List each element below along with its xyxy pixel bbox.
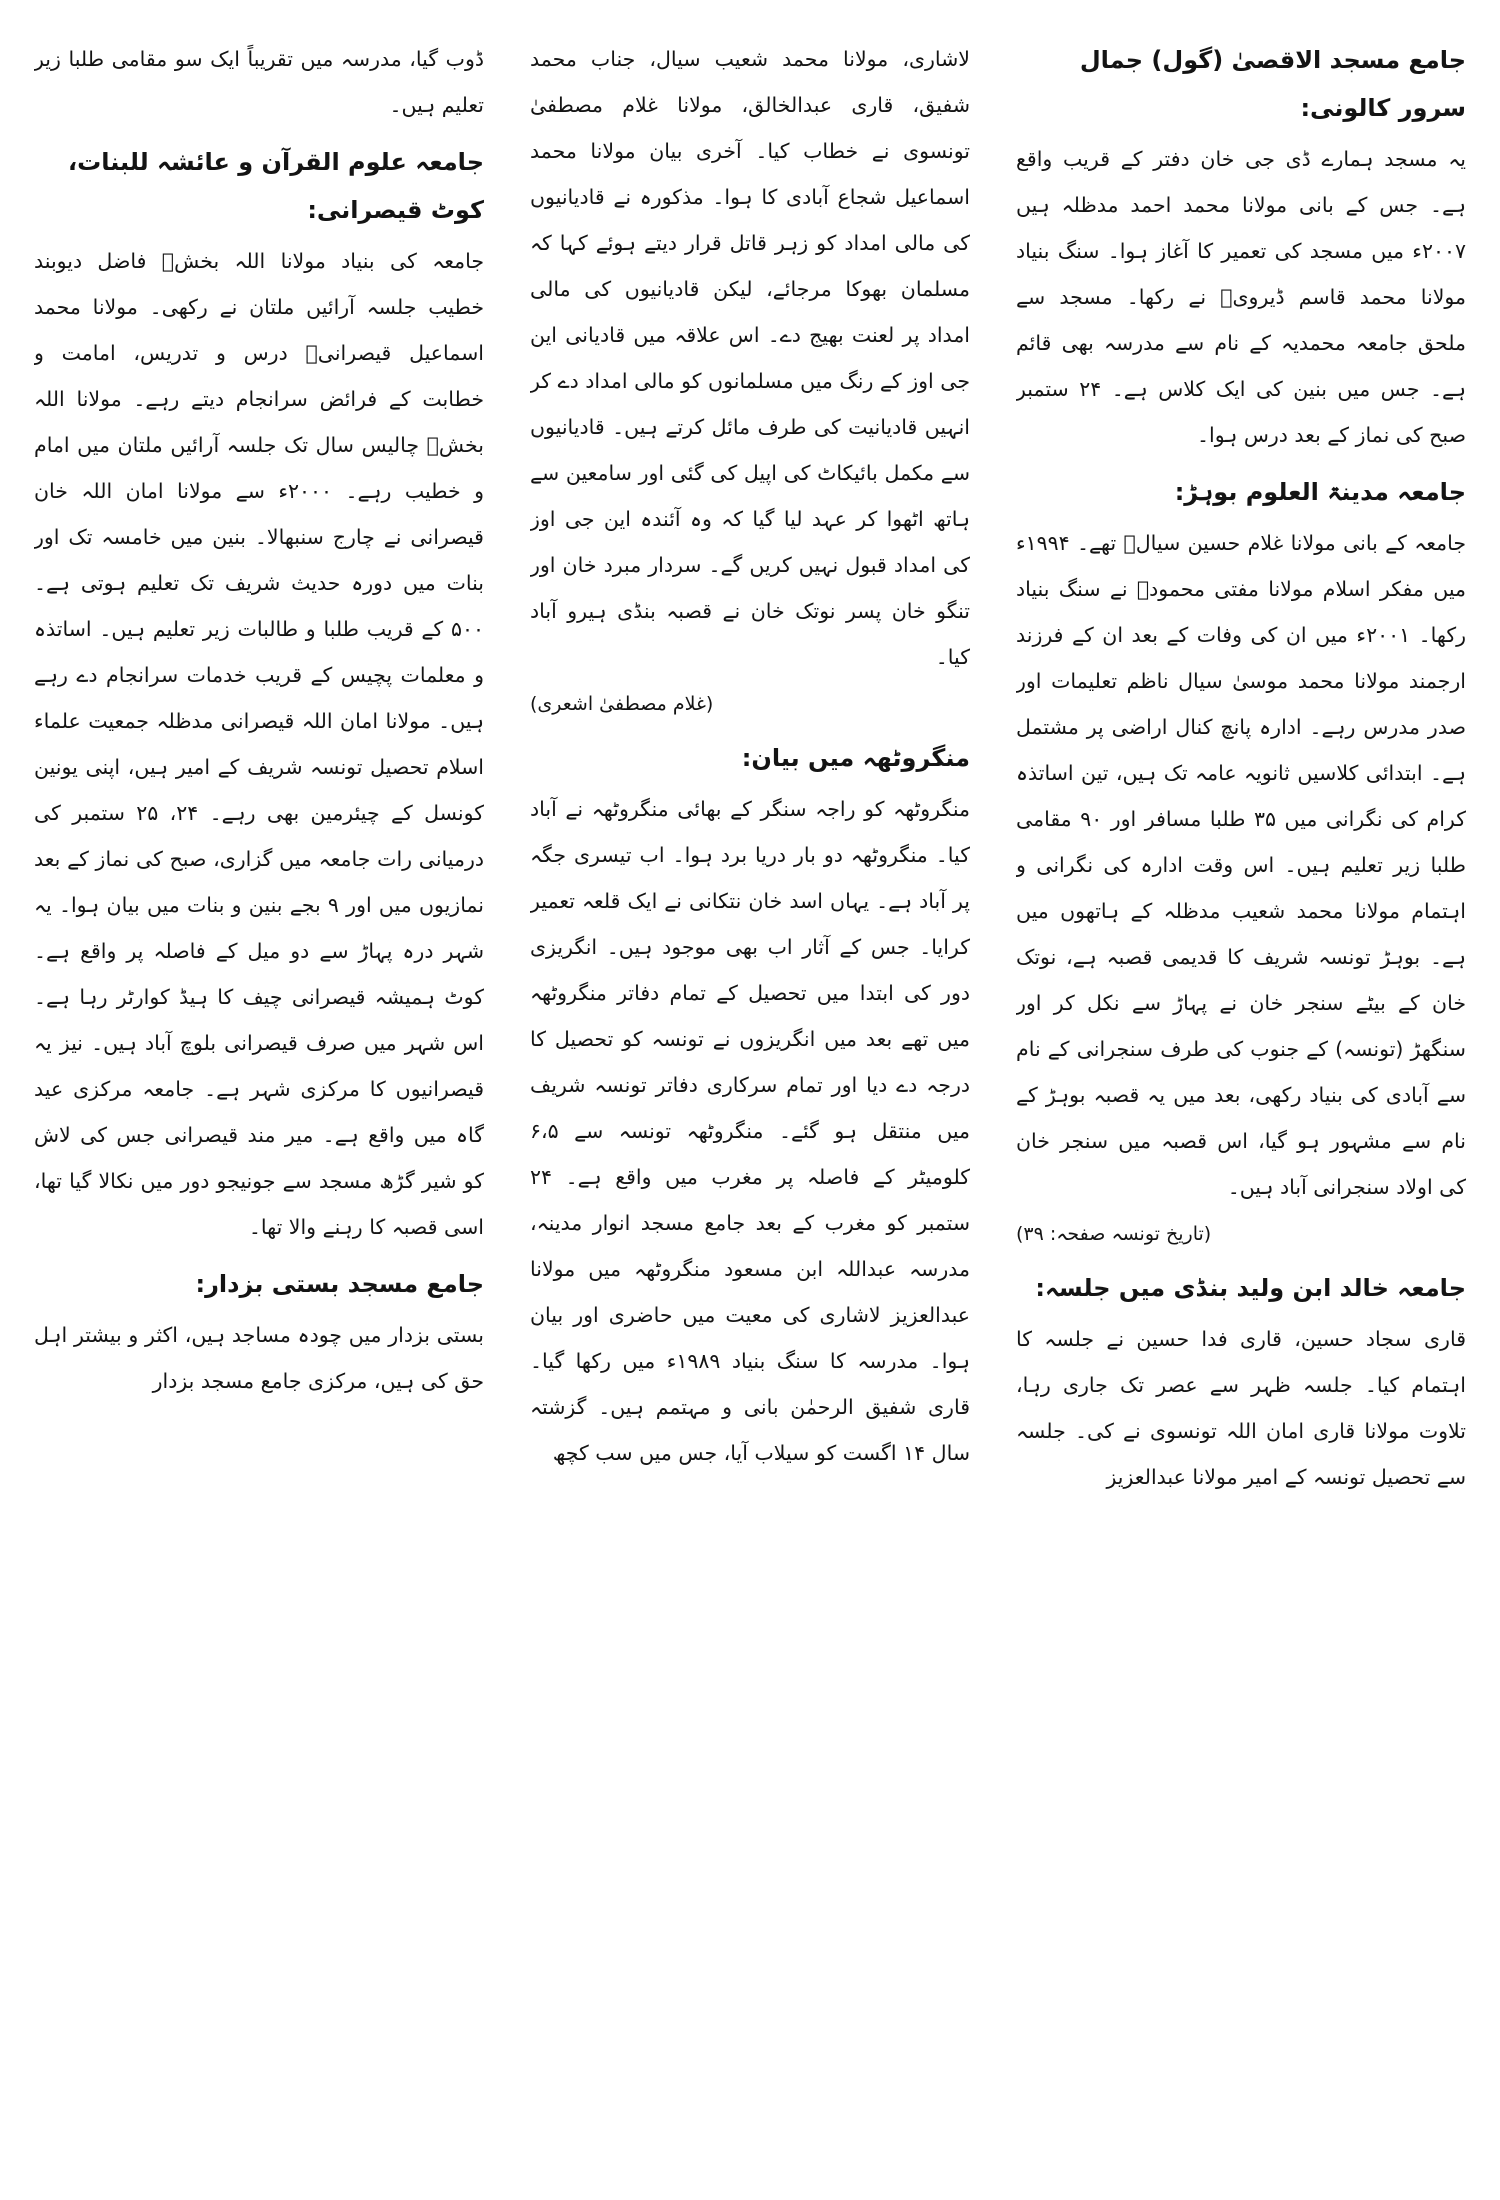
section-paragraph: جامعہ کی بنیاد مولانا اللہ بخشؒ فاضل دیوبند خطیب جلسہ آرائیں ملتان نے رکھی۔ مولانا محمد اسماعیل قیصرانیؒ درس و تدریس، امامت و خطابت کے فرائض سرانجام دیتے رہے۔ مولانا اللہ بخشؒ چالیس سال تک جلسہ آرائیں ملتان میں امام و خطیب رہے۔ ۲۰۰۰ء سے مولانا امان اللہ خان قیصرانی نے چارج سنبھالا۔ بنین میں خامسہ تک اور بنات میں دورہ حدیث شریف تک تعلیم ہوتی ہے۔ ۵۰۰ کے قریب طلبا و طالبات زیر تعلیم ہیں۔ اساتذہ و معلمات پچیس کے قریب خدمات سرانجام دے رہے ہیں۔ مولانا امان اللہ قیصرانی مدظلہ جمعیت علماء اسلام تحصیل تونسہ شریف کے امیر ہیں، اپنی یونین کونسل کے چیئرمین بھی رہے۔ ۲۴، ۲۵ ستمبر کی درمیانی رات جامعہ میں گزاری، صبح کی نماز کے بعد نمازیوں میں اور ۹ بجے بنین و بنات میں بیان ہوا۔ یہ شہر درہ پہاڑ سے دو میل کے فاصلہ پر واقع ہے۔ کوٹ ہمیشہ قیصرانی چیف کا ہیڈ کوارٹر رہا ہے۔ اس شہر میں صرف قیصرانی بلوچ آباد ہیں۔ نیز یہ قیصرانیوں کا مرکزی شہر ہے۔ جامعہ مرکزی عید گاہ میں واقع ہے۔ میر مند قیصرانی جس کی لاش کو شیر گڑھ مسجد سے جونیجو دور میں نکالا گیا تھا، اسی قصبہ کا رہنے والا تھا۔ bbox=[34, 249, 484, 1239]
citation: (غلام مصطفیٰ اشعری) bbox=[530, 693, 714, 715]
section-heading: منگروٹھہ میں بیان: bbox=[741, 744, 970, 772]
section-masjid-al-aqsa bbox=[1016, 36, 1466, 458]
citation: (تاریخ تونسہ صفحہ: ۳۹) bbox=[1016, 1223, 1212, 1245]
section-paragraph: منگروٹھہ کو راجہ سنگر کے بھائی منگروٹھہ نے آباد کیا۔ منگروٹھہ دو بار دریا برد ہوا۔ اب تیسری جگہ پر آباد ہے۔ یہاں اسد خان نتکانی نے ایک قلعہ تعمیر کرایا۔ جس کے آثار اب بھی موجود ہیں۔ انگریزی دور کی ابتدا میں تحصیل کے تمام دفاتر منگروٹھہ میں تھے بعد میں انگریزوں نے تونسہ کو تحصیل کا درجہ دے دیا اور تمام سرکاری دفاتر تونسہ شریف میں منتقل ہو گئے۔ منگروٹھہ تونسہ سے ۶،۵ کلومیٹر کے فاصلہ پر مغرب میں واقع ہے۔ ۲۴ ستمبر کو مغرب کے بعد جامع مسجد انوار مدینہ، مدرسہ عبداللہ ابن مسعود منگروٹھہ میں مولانا عبدالعزیز لاشاری کی معیت میں حاضری اور بیان ہوا۔ مدرسہ کا سنگ بنیاد ۱۹۸۹ء میں رکھا گیا۔ قاری شفیق الرحمٰن بانی و مہتمم ہیں۔ گزشتہ سال ۱۴ اگست کو سیلاب آیا، جس میں سب کچھ bbox=[530, 797, 970, 1465]
section-heading: جامعہ علوم القرآن و عائشہ للبنات، کوٹ قیصرانی: bbox=[67, 148, 484, 224]
column-right bbox=[1016, 36, 1466, 2186]
section-heading: جامع مسجد الاقصیٰ (گول) جمال سرور کالونی: bbox=[1079, 46, 1466, 122]
section-paragraph: جامعہ کے بانی مولانا غلام حسین سیالؒ تھے۔ ۱۹۹۴ء میں مفکر اسلام مولانا مفتی محمودؒ نے سنگ بنیاد رکھا۔ ۲۰۰۱ء میں ان کی وفات کے بعد ان کے فرزند ارجمند مولانا محمد موسیٰ سیال ناظم تعلیمات اور صدر مدرس رہے۔ ادارہ پانچ کنال اراضی پر مشتمل ہے۔ ابتدائی کلاسیں ثانویہ عامہ تک ہیں، تین اساتذہ کرام کی نگرانی میں ۳۵ طلبا مسافر اور ۹۰ مقامی طلبا زیر تعلیم ہیں۔ اس وقت ادارہ کی نگرانی و اہتمام مولانا محمد شعیب مدظلہ کے ہاتھوں میں ہے۔ بوہڑ تونسہ شریف کا قدیمی قصبہ ہے، نوتک خان کے بیٹے سنجر خان نے پہاڑ سے نکل کر اور سنگھڑ (تونسہ) کے جنوب کی طرف سنجرانی کے نام سے آبادی کی بنیاد رکھی، بعد میں یہ قصبہ بوہڑ کے نام سے مشہور ہو گیا، اس قصبہ میں سنجر خان کی اولاد سنجرانی آباد ہیں۔ bbox=[1016, 531, 1466, 1199]
section-paragraph: بستی بزدار میں چودہ مساجد ہیں، اکثر و بیشتر اہل حق کی ہیں، مرکزی جامع مسجد بزدار bbox=[34, 1323, 484, 1393]
section-paragraph: یہ مسجد ہمارے ڈی جی خان دفتر کے قریب واقع ہے۔ جس کے بانی مولانا محمد احمد مدظلہ ہیں ۲۰۰۷ء میں مسجد کی تعمیر کا آغاز ہوا۔ سنگ بنیاد مولانا محمد قاسم ڈیرویؒ نے رکھا۔ مسجد سے ملحق جامعہ محمدیہ کے نام سے مدرسہ بھی قائم ہے۔ جس میں بنین کی ایک کلاس ہے۔ ۲۴ ستمبر صبح کی نماز کے بعد درس ہوا۔ bbox=[1016, 147, 1466, 447]
section-jamia-khalid-bin-waleed bbox=[1016, 1264, 1466, 1500]
section-heading: جامعہ مدینۃ العلوم بوہڑ: bbox=[1174, 478, 1466, 506]
section-heading: جامعہ خالد ابن ولید بنڈی میں جلسہ: bbox=[1035, 1274, 1466, 1302]
section-paragraph: ڈوب گیا، مدرسہ میں تقریباً ایک سو مقامی طلبا زیر تعلیم ہیں۔ bbox=[34, 47, 484, 117]
section-paragraph: لاشاری، مولانا محمد شعیب سیال، جناب محمد شفیق، قاری عبدالخالق، مولانا غلام مصطفیٰ تونسوی نے خطاب کیا۔ آخری بیان مولانا محمد اسماعیل شجاع آبادی کا ہوا۔ مذکورہ نے قادیانیوں کی مالی امداد کو زہر قاتل قرار دیتے ہوئے کہا کہ مسلمان بھوکا مرجائے، لیکن قادیانیوں کی مالی امداد پر لعنت بھیج دے۔ اس علاقہ میں قادیانی این جی اوز کے رنگ میں مسلمانوں کو مالی امداد دے کر انہیں قادیانیت کی طرف مائل کرتے ہیں۔ قادیانیوں سے مکمل بائیکاٹ کی اپیل کی گئی اور سامعین سے ہاتھ اٹھوا کر عہد لیا گیا کہ وہ آئندہ این جی اوز کی امداد قبول نہیں کریں گے۔ سردار مبرد خان اور تنگو خان پسر نوتک خان نے قصبہ بنڈی ہیرو آباد کیا۔ bbox=[530, 47, 970, 669]
section-jamia-madina-tul-uloom bbox=[1016, 468, 1466, 1254]
section-mangrotha-bayan bbox=[530, 734, 970, 1476]
section-heading: جامع مسجد بستی بزدار: bbox=[195, 1270, 484, 1298]
section-mangrotha-continued bbox=[34, 36, 484, 128]
column-middle bbox=[530, 36, 970, 2186]
section-masjid-basti-buzdar bbox=[34, 1260, 484, 1404]
section-paragraph: قاری سجاد حسین، قاری فدا حسین نے جلسہ کا اہتمام کیا۔ جلسہ ظہر سے عصر تک جاری رہا، تلاوت مولانا قاری امان اللہ تونسوی نے کی۔ جلسہ سے تحصیل تونسہ کے امیر مولانا عبدالعزیز bbox=[1016, 1327, 1466, 1489]
section-bandi-jalsa-continued bbox=[530, 36, 970, 724]
section-jamia-uloom-ul-quran bbox=[34, 138, 484, 1250]
column-left bbox=[34, 36, 484, 2186]
